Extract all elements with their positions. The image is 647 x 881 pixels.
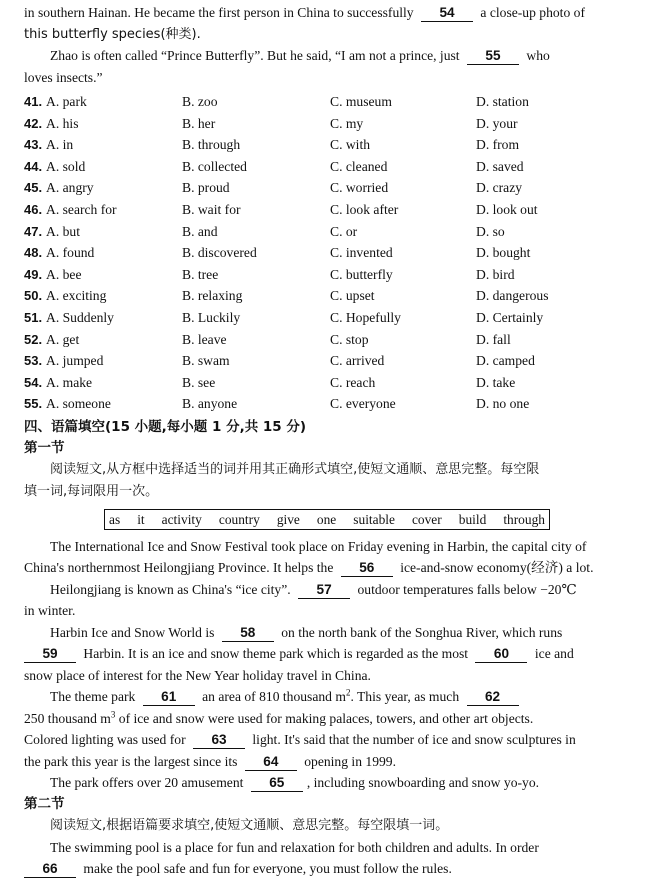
blank-62[interactable]: 62: [467, 689, 519, 706]
text-span: ice and: [534, 646, 574, 662]
blank-54[interactable]: 54: [421, 5, 473, 22]
option-b[interactable]: B. and: [182, 223, 218, 239]
option-b[interactable]: B. through: [182, 137, 241, 153]
passage-line: [24, 729, 629, 751]
text-span: of ice and snow were used for making palaces, towers, and other art objects.: [118, 710, 534, 726]
option-row: [24, 199, 629, 221]
option-b[interactable]: B. wait for: [182, 201, 241, 217]
section-heading: 四、语篇填空(15 小题,每小题 1 分,共 15 分): [24, 418, 307, 435]
option-c[interactable]: C. my: [330, 115, 364, 131]
text-span: The theme park: [50, 689, 136, 705]
option-b[interactable]: B. leave: [182, 331, 227, 347]
option-b[interactable]: B. her: [182, 115, 216, 131]
question-number: 49.: [24, 266, 43, 282]
question-number: 52.: [24, 331, 43, 347]
option-row: [24, 393, 629, 415]
passage-line: [24, 858, 629, 880]
option-d[interactable]: D. no one: [476, 396, 530, 412]
option-c[interactable]: C. worried: [330, 180, 389, 196]
option-row: [24, 91, 629, 113]
text-span: 250 thousand m: [24, 710, 111, 726]
question-number: 55.: [24, 396, 43, 412]
passage-line: [24, 772, 629, 794]
blank-57[interactable]: 57: [298, 582, 350, 599]
passage-line: [24, 708, 629, 730]
option-a[interactable]: A. search for: [46, 201, 117, 217]
blank-65[interactable]: 65: [251, 775, 303, 792]
question-number: 44.: [24, 158, 43, 174]
question-number: 54.: [24, 374, 43, 390]
text-span: who: [526, 48, 550, 63]
word-box-item: activity: [161, 511, 202, 527]
option-c[interactable]: C. stop: [330, 331, 369, 347]
word-box: [104, 509, 550, 530]
option-c[interactable]: C. arrived: [330, 353, 385, 369]
option-d[interactable]: D. crazy: [476, 180, 523, 196]
option-c[interactable]: C. upset: [330, 288, 375, 304]
option-row: [24, 372, 629, 394]
passage-line: in winter.: [24, 603, 76, 619]
option-d[interactable]: D. bought: [476, 245, 531, 261]
option-row: [24, 285, 629, 307]
word-box-item: build: [458, 511, 487, 527]
part2-title: 第二节: [24, 795, 65, 812]
text-span: The park offers over 20 amusement: [50, 775, 244, 791]
text-span: China's northernmost Heilongjiang Province. It helps the: [24, 560, 334, 576]
option-c[interactable]: C. cleaned: [330, 158, 388, 174]
word-box-item: suitable: [353, 511, 395, 527]
passage-line: [24, 45, 629, 67]
question-number: 50.: [24, 288, 43, 304]
passage-line: The swimming pool is a place for fun and relaxation for both children and adults. In order: [50, 839, 539, 855]
blank-55[interactable]: 55: [467, 48, 519, 65]
passage-line: [24, 2, 629, 24]
option-row: [24, 113, 629, 135]
option-b[interactable]: B. collected: [182, 158, 247, 174]
option-b[interactable]: B. swam: [182, 353, 230, 369]
option-b[interactable]: B. see: [182, 374, 216, 390]
option-d[interactable]: D. station: [476, 94, 529, 109]
option-d[interactable]: D. camped: [476, 353, 535, 369]
option-a[interactable]: A. angry: [46, 180, 94, 196]
option-d[interactable]: D. so: [476, 223, 505, 239]
text-span: Zhao is often called “Prince Butterfly”. But he said, “I am not a prince, just: [50, 48, 460, 63]
option-c[interactable]: C. butterfly: [330, 266, 393, 282]
passage-line: [24, 622, 629, 644]
options-list: [24, 91, 629, 415]
option-b[interactable]: B. tree: [182, 266, 219, 282]
option-d[interactable]: D. fall: [476, 331, 511, 347]
option-a[interactable]: A. someone: [46, 396, 111, 412]
passage-line: [24, 579, 629, 601]
option-row: [24, 134, 629, 156]
text-span: in southern Hainan. He became the first person in China to successfully: [24, 5, 414, 20]
superscript: 2: [345, 687, 351, 698]
word-box-item: one: [316, 511, 337, 527]
text-span: a close-up photo of: [480, 5, 585, 20]
word-box-item: as: [109, 511, 121, 527]
option-d[interactable]: D. bird: [476, 266, 515, 282]
option-d[interactable]: D. your: [476, 115, 518, 131]
option-row: [24, 242, 629, 264]
option-row: [24, 307, 629, 329]
text-span: the park this year is the largest since its: [24, 753, 238, 769]
blank-59[interactable]: 59: [24, 646, 76, 663]
question-number: 45.: [24, 180, 43, 196]
question-number: 53.: [24, 353, 43, 369]
option-a[interactable]: A. his: [46, 115, 79, 131]
option-a[interactable]: A. bee: [46, 266, 82, 282]
option-a[interactable]: A. sold: [46, 158, 86, 174]
text-span: Colored lighting was used for: [24, 732, 186, 748]
passage-ice-festival: [24, 536, 629, 794]
passage-line: snow place of interest for the New Year holiday travel in China.: [24, 667, 371, 683]
question-number: 48.: [24, 245, 43, 261]
text-span: light. It's said that the number of ice and snow sculptures in: [252, 732, 576, 748]
option-c[interactable]: C. Hopefully: [330, 309, 401, 325]
question-number: 42.: [24, 115, 43, 131]
option-a[interactable]: A. Suddenly: [46, 309, 114, 325]
text-span: make the pool safe and fun for everyone, you must follow the rules.: [83, 861, 452, 877]
text-span: ice-and-snow economy(经济) a lot.: [400, 560, 594, 576]
passage-line: The International Ice and Snow Festival took place on Friday evening in Harbin, the capital city of: [50, 538, 587, 554]
text-span: Harbin. It is an ice and snow theme park which is regarded as the most: [83, 646, 469, 662]
option-c[interactable]: C. invented: [330, 245, 393, 261]
question-number: 51.: [24, 309, 43, 325]
word-box-item: it: [137, 511, 145, 527]
passage-line: loves insects.”: [24, 69, 103, 85]
text-span: on the north bank of the Songhua River, which runs: [281, 624, 563, 640]
passage-top: [24, 0, 629, 88]
option-d[interactable]: D. dangerous: [476, 288, 549, 304]
question-number: 41.: [24, 94, 43, 109]
passage-line: [24, 686, 629, 708]
option-b[interactable]: B. zoo: [182, 94, 218, 109]
option-row: [24, 264, 629, 286]
blank-58[interactable]: 58: [222, 625, 274, 642]
part1-title: 第一节: [24, 439, 65, 456]
option-c[interactable]: C. with: [330, 137, 371, 153]
question-number: 47.: [24, 223, 43, 239]
text-span: opening in 1999.: [304, 753, 396, 769]
word-box-item: through: [503, 511, 545, 527]
option-c[interactable]: C. reach: [330, 374, 376, 390]
blank-64[interactable]: 64: [245, 754, 297, 771]
passage-line: [24, 557, 629, 579]
word-box-item: cover: [411, 511, 442, 527]
option-c[interactable]: C. look after: [330, 201, 399, 217]
option-a[interactable]: A. jumped: [46, 353, 104, 369]
option-a[interactable]: A. in: [46, 137, 74, 153]
text-span: an area of 810 thousand m: [202, 689, 346, 705]
option-a[interactable]: A. exciting: [46, 288, 107, 304]
option-b[interactable]: B. relaxing: [182, 288, 243, 304]
blank-60[interactable]: 60: [475, 646, 527, 663]
option-d[interactable]: D. from: [476, 137, 520, 153]
option-a[interactable]: A. get: [46, 331, 80, 347]
blank-56[interactable]: 56: [341, 560, 393, 577]
word-box-item: country: [218, 511, 260, 527]
option-d[interactable]: D. Certainly: [476, 309, 544, 325]
option-c[interactable]: C. or: [330, 223, 358, 239]
option-c[interactable]: C. museum: [330, 94, 392, 109]
option-a[interactable]: A. park: [46, 94, 87, 109]
option-b[interactable]: B. anyone: [182, 396, 238, 412]
superscript: 3: [110, 709, 116, 720]
text-span: Harbin Ice and Snow World is: [50, 624, 215, 640]
part1-instruction: 阅读短文,从方框中选择适当的词并用其正确形式填空,使短文通顺、意思完整。每空限: [50, 461, 540, 477]
word-box-item: give: [276, 511, 300, 527]
option-b[interactable]: B. Luckily: [182, 309, 241, 325]
option-d[interactable]: D. saved: [476, 158, 524, 174]
blank-63[interactable]: 63: [193, 732, 245, 749]
question-number: 43.: [24, 137, 43, 153]
option-row: [24, 350, 629, 372]
passage-line: [24, 643, 629, 665]
passage-line: [24, 751, 629, 773]
option-b[interactable]: B. discovered: [182, 245, 257, 261]
question-number: 46.: [24, 201, 43, 217]
option-d[interactable]: D. take: [476, 374, 516, 390]
option-row: [24, 156, 629, 178]
text-span: . This year, as much: [350, 689, 460, 705]
text-span: outdoor temperatures falls below −20℃: [357, 581, 577, 597]
text-span: Heilongjiang is known as China's “ice city”.: [50, 581, 291, 597]
option-row: [24, 329, 629, 351]
part2-instruction: 阅读短文,根据语篇要求填空,使短文通顺、意思完整。每空限填一词。: [50, 817, 449, 833]
blank-61[interactable]: 61: [143, 689, 195, 706]
option-a[interactable]: A. but: [46, 223, 80, 239]
blank-66[interactable]: 66: [24, 861, 76, 878]
part1-instruction: 填一词,每词限用一次。: [24, 483, 159, 499]
option-b[interactable]: B. proud: [182, 180, 230, 196]
option-d[interactable]: D. look out: [476, 201, 538, 217]
option-row: [24, 177, 629, 199]
option-c[interactable]: C. everyone: [330, 396, 396, 412]
text-span: , including snowboarding and snow yo-yo.: [306, 775, 540, 791]
passage-line: this butterfly species(种类).: [24, 26, 201, 42]
option-a[interactable]: A. make: [46, 374, 93, 390]
option-a[interactable]: A. found: [46, 245, 95, 261]
option-row: [24, 221, 629, 243]
